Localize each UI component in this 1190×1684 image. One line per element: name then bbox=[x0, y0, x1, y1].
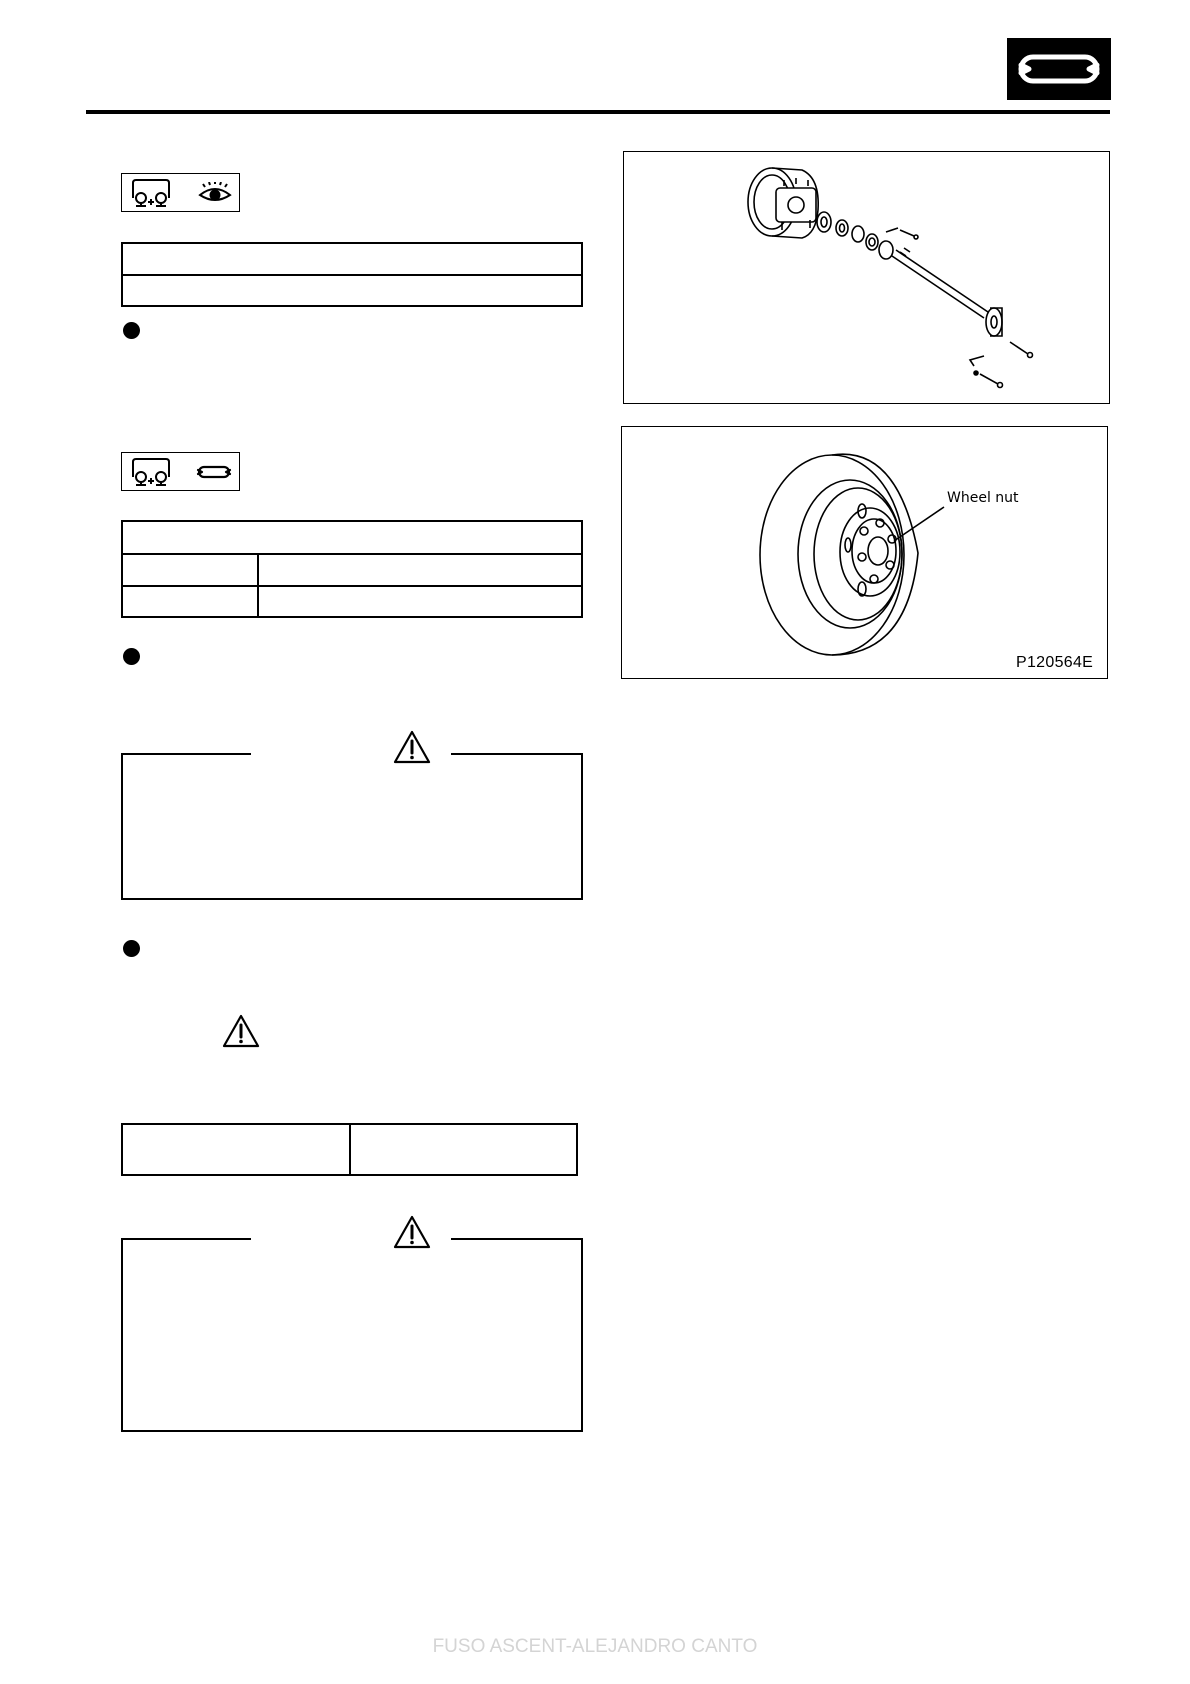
table-row bbox=[123, 585, 581, 587]
vehicle-lift-icon bbox=[130, 178, 172, 208]
bullet-point bbox=[123, 940, 140, 957]
bullet-point bbox=[123, 648, 140, 665]
footer-watermark: FUSO ASCENT-ALEJANDRO CANTO bbox=[432, 1636, 758, 1657]
caution-box bbox=[121, 753, 583, 900]
wrench-icon bbox=[1007, 38, 1111, 100]
wheel-nut-illustration bbox=[622, 427, 1109, 680]
section-badge bbox=[1007, 38, 1111, 100]
table-row bbox=[123, 274, 581, 276]
inspection-icon-group bbox=[121, 173, 240, 212]
axle-shaft-exploded-illustration bbox=[624, 152, 1111, 405]
warning-triangle-icon bbox=[393, 730, 431, 764]
warning-triangle-icon bbox=[393, 1215, 431, 1249]
inspection-table bbox=[121, 242, 583, 307]
warning-triangle-icon bbox=[222, 1014, 260, 1048]
installation-table bbox=[121, 520, 583, 618]
vehicle-lift-icon bbox=[130, 457, 172, 487]
axle-exploded-figure bbox=[623, 151, 1110, 404]
wrench-icon bbox=[194, 460, 234, 484]
table-divider bbox=[257, 553, 259, 616]
wheel-nut-callout: Wheel nut bbox=[947, 490, 1019, 506]
wheel-figure bbox=[621, 426, 1108, 679]
table-row bbox=[123, 553, 581, 555]
installation-icon-group bbox=[121, 452, 240, 491]
figure-id: P120564E bbox=[1016, 654, 1094, 671]
torque-table bbox=[121, 1123, 578, 1176]
header-rule bbox=[86, 110, 1110, 114]
eye-icon bbox=[198, 182, 232, 204]
caution-box bbox=[121, 1238, 583, 1432]
table-divider bbox=[349, 1125, 351, 1174]
bullet-point bbox=[123, 322, 140, 339]
